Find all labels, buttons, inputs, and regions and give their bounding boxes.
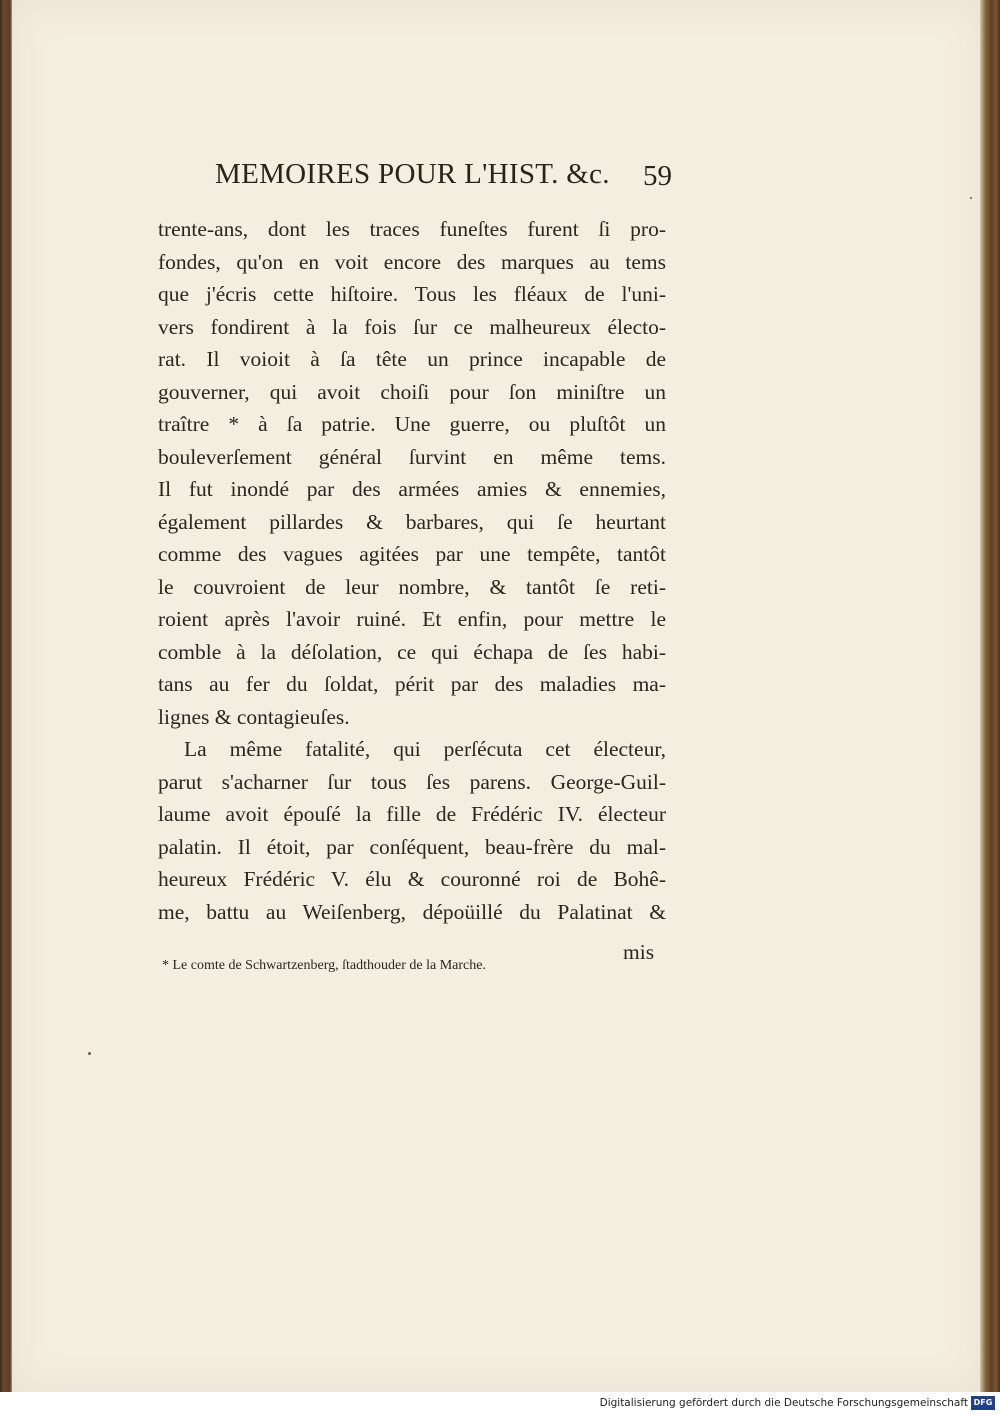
text-line: fondes, qu'on en voit encore des marques au tems (158, 249, 666, 274)
text-line: rat. Il voioit à ſa tête un prince incapable de (158, 347, 666, 371)
footnote: * Le comte de Schwartzenberg, ſtadthouder de la Marche. (162, 958, 486, 973)
text-line: traître * à ſa patrie. Une guerre, ou pluſtôt un (158, 412, 666, 436)
text-line: roient après l'avoir ruiné. Et enfin, pour mettre le (158, 607, 666, 631)
text-line: laume avoit épouſé la fille de Frédéric IV. électeur (158, 802, 666, 826)
text-line: lignes & contagieuſes. (158, 704, 350, 729)
text-line: parut s'acharner ſur tous ſes parens. George-Guil- (158, 769, 666, 794)
dfg-logo: DFG (971, 1396, 995, 1410)
text-line: me, battu au Weiſenberg, dépoüillé du Palatinat & (158, 899, 666, 924)
text-line: La même fatalité, qui perſécuta cet électeur, (184, 737, 666, 761)
paper-speck (970, 197, 972, 199)
catchword: mis (623, 940, 655, 964)
running-head: MEMOIRES POUR L'HIST. &c. (215, 158, 610, 190)
text-line: vers fondirent à la fois ſur ce malheureux électo- (158, 314, 666, 339)
text-line: que j'écris cette hiſtoire. Tous les fléaux de l'uni- (158, 282, 666, 306)
text-line: trente-ans, dont les traces funeſtes furent ſi pro- (158, 217, 666, 241)
page-number: 59 (643, 160, 672, 192)
book-edge (980, 0, 1000, 1392)
text-line: gouverner, qui avoit choiſi pour ſon miniſtre un (158, 379, 666, 404)
text-line: Il fut inondé par des armées amies & ennemies, (158, 477, 666, 501)
text-line: bouleverſement général ſurvint en même tems. (158, 444, 666, 469)
body-text (158, 213, 666, 928)
paper-speck (88, 1052, 91, 1055)
text-line: heureux Frédéric V. élu & couronné roi de Bohê- (158, 867, 666, 891)
text-line: le couvroient de leur nombre, & tantôt ſe reti- (158, 574, 666, 599)
text-line: palatin. Il étoit, par conſéquent, beau-frère du mal- (158, 834, 666, 859)
text-line: comble à la déſolation, ce qui échapa de ſes habi- (158, 639, 666, 664)
text-line: tans au fer du ſoldat, périt par des maladies ma- (158, 672, 666, 696)
digitization-credit: Digitalisierung gefördert durch die Deutsche Forschungsgemeinschaft (599, 1397, 968, 1409)
text-line: comme des vagues agitées par une tempête, tantôt (158, 542, 666, 566)
text-line: également pillardes & barbares, qui ſe heurtant (158, 509, 666, 534)
